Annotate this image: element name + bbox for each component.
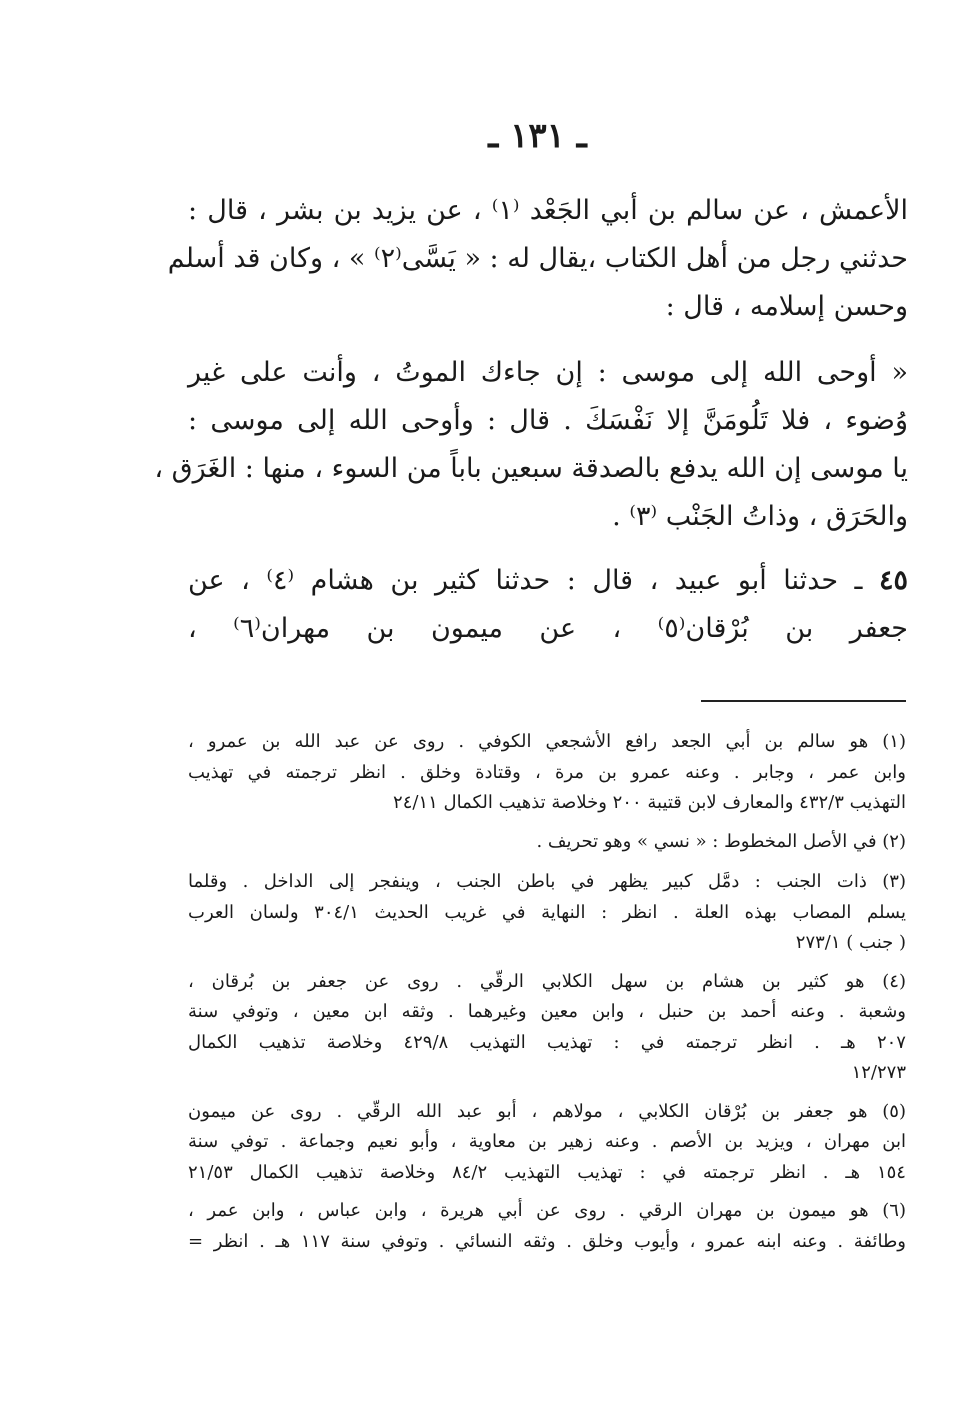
body-paragraph-3 bbox=[188, 557, 908, 653]
footnote-6 bbox=[188, 1196, 906, 1257]
footnote-line: ١٥٤ هـ . انظر ترجمته في : تهذيب التهذيب ٨٤/٢ وخلاصة تذهيب الكمال ٢١/٥٣ bbox=[188, 1161, 906, 1183]
footnote-line: وابن عمر ، وجابر . وعنه عمرو بن مرة ، وقتادة وخلق . انظر ترجمته في تهذيب bbox=[188, 761, 906, 783]
text-line: الأعمش ، عن سالم بن أبي الجَعْد ⁽١⁾ ، عن يزيد بن بشر ، قال : bbox=[188, 195, 908, 226]
footnote-line: ابن مهران ، ويزيد بن الأصم . وعنه زهير بن معاوية ، وأبو نعيم وجماعة . توفي سنة bbox=[188, 1131, 906, 1152]
text-line-numbered bbox=[188, 557, 908, 605]
text-line: ـ حدثنا أبو عبيد ، قال : حدثنا كثير بن هشام ⁽٤⁾ ، عن bbox=[188, 565, 863, 596]
text-line: « أوحى الله إلى موسى : إن جاءك الموتُ ، وأنت على غير bbox=[188, 357, 908, 388]
footnotes bbox=[188, 727, 906, 1257]
footnote-line: (٣) ذات الجنب : دمَّل كبير يظهر في باطن الجنب ، وينفجر إلى الداخل . وقلما bbox=[188, 871, 906, 892]
footnote-line: يسلم المصاب بهذه العلة . انظر : النهاية في غريب الحديث ٣٠٤/١ ولسان العرب bbox=[188, 901, 906, 923]
footnote-4 bbox=[188, 967, 906, 1089]
footnote-2 bbox=[188, 827, 906, 858]
footnote-line: ٢٠٧ هـ . انظر ترجمته في : تهذيب التهذيب ٤٢٩/٨ وخلاصة تذهيب الكمال bbox=[188, 1031, 906, 1053]
footnote-line: (٦) هو ميمون بن مهران الرقي . روى عن أبي هريرة ، وابن عباس ، وابن عمر ، bbox=[188, 1200, 906, 1221]
footnote-divider bbox=[701, 700, 906, 702]
page-number: ـ ١٣١ ـ bbox=[488, 116, 587, 156]
footnote-line: وطائفة . وعنه ابنه عمرو ، وأيوب وخلق . وثقه النسائي . وتوفي سنة ١١٧ هـ . انظر = bbox=[188, 1230, 906, 1252]
body-paragraph-1 bbox=[167, 187, 908, 331]
footnote-line: (٥) هو جعفر بن بُرْقان الكلابي ، مولاهم ، أبو عبد الله الرقّي . روى عن ميمون bbox=[188, 1100, 906, 1122]
footnote-line: (١) هو سالم بن أبي الجعد رافع الأشجعي الكوفي . روى عن عبد الله بن عمرو ، bbox=[188, 731, 906, 752]
footnote-line: وشعبة . وعنه أحمد بن حنبل ، وابن معين وغيرهما . وثقه ابن معين ، وتوفي سنة bbox=[188, 1001, 906, 1022]
body-paragraph-2 bbox=[154, 349, 908, 541]
text-line: جعفر بن بُرْقان⁽٥⁾ ، عن ميمون بن مهران⁽٦⁾ ، bbox=[188, 613, 908, 644]
text-line: حدثني رجل من أهل الكتاب ،يقال له : « يَسَّى⁽٢⁾ » ، وكان قد أسلم bbox=[167, 243, 908, 274]
footnote-5 bbox=[188, 1097, 906, 1189]
footnote-line: التهذيب ٤٣٢/٣ والمعارف لابن قتيبة ٢٠٠ وخلاصة تذهيب الكمال ٢٤/١١ bbox=[393, 792, 906, 813]
text-line: وحسن إسلامه ، قال : bbox=[665, 291, 908, 322]
footnote-1 bbox=[188, 727, 906, 819]
text-line: وُضوء ، فلا تَلُومَنَّ إلا نَفْسَكَ . قال : وأوحى الله إلى موسى : bbox=[188, 405, 908, 436]
footnote-3 bbox=[188, 867, 906, 959]
footnote-line: ١٢/٢٧٣ bbox=[851, 1062, 906, 1083]
text-line: والحَرَق ، وذاتُ الجَنْب ⁽٣⁾ . bbox=[612, 501, 908, 532]
footnote-line: (٤) هو كثير بن هشام بن سهل الكلابي الرقّي . روى عن جعفر بن بُرقان ، bbox=[188, 970, 906, 992]
footnote-line: ( جنب ) ٢٧٣/١ bbox=[795, 932, 906, 953]
footnote-line: (٢) في الأصل المخطوط : « نسي » وهو تحريف . bbox=[536, 830, 906, 852]
text-line: يا موسى إن الله يدفع بالصدقة سبعين باباً من السوء ، منها : الغَرَق ، bbox=[154, 453, 908, 484]
hadith-number: ٤٥ bbox=[878, 565, 908, 596]
